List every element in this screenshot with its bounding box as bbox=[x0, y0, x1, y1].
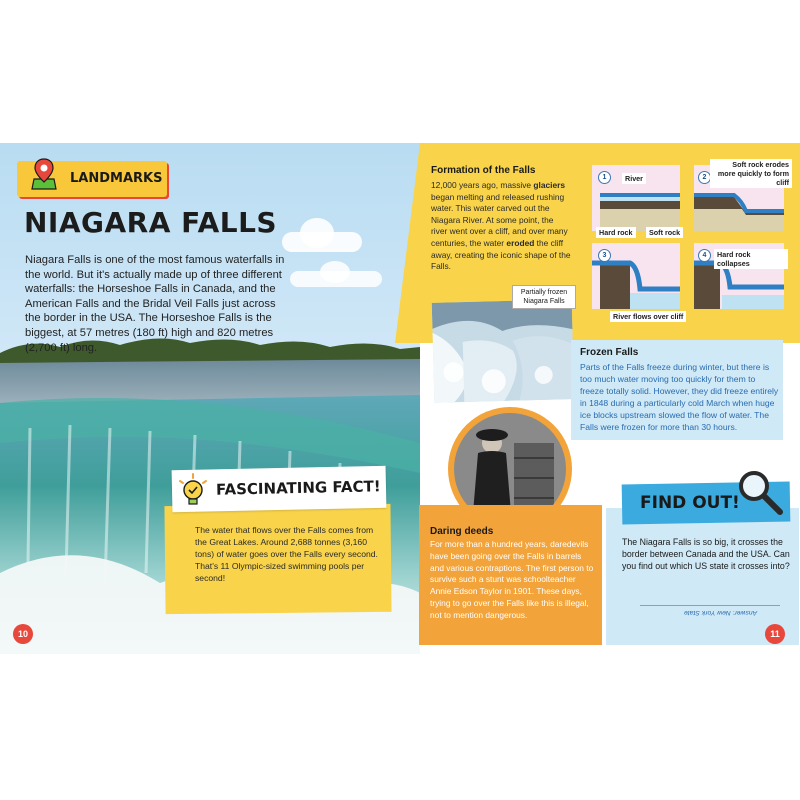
fact-heading: FASCINATING FACT! bbox=[215, 477, 381, 499]
findout-heading: FIND OUT! bbox=[640, 493, 740, 513]
formation-text-part: the cliff away, creating the iconic shape of the Falls. bbox=[431, 237, 571, 272]
frozen-text: Parts of the Falls freeze during winter, but there is too much water moving too quickly for them to freeze totally solid. However, they did freeze entirely in 1848 during a particularly cold March when huge ice blocks upstream slowed the flow of water. The Falls were frozen for more than 30 hours. bbox=[580, 362, 779, 432]
formation-text-part: 12,000 years ago, massive bbox=[431, 180, 534, 190]
findout-answer: Answer: New York State bbox=[684, 609, 758, 616]
page-number-right bbox=[765, 624, 785, 644]
fact-text: The water that flows over the Falls comes from the Great Lakes. Around 2,688 tonnes (3,160 tons) of water goes over the Falls every second. That's 11 Olympic-sized swimming pools per second! bbox=[195, 525, 378, 583]
label-hard-rock: Hard rock bbox=[596, 227, 636, 238]
frozen-falls-photo bbox=[432, 299, 575, 403]
diagram-number-badge: 2 bbox=[698, 171, 711, 184]
erosion-diagram bbox=[590, 160, 789, 321]
label-river: River bbox=[622, 173, 646, 184]
diagram-number-badge: 4 bbox=[698, 249, 711, 262]
label-soft-rock: Soft rock bbox=[646, 227, 683, 238]
page-number-left-label: 10 bbox=[17, 629, 28, 639]
page-number-right-label: 11 bbox=[770, 629, 780, 639]
label-hard-collapses: Hard rock collapses bbox=[714, 249, 788, 269]
formation-text-part: began melting and released rushing water. This water carved out the Niagara River. At some point, the river went over a cliff, and over many centuries, the water bbox=[431, 191, 568, 248]
lightbulb-icon bbox=[176, 473, 210, 507]
label-river-flows: River flows over cliff bbox=[610, 311, 686, 322]
section-tag-label: LANDMARKS bbox=[70, 171, 163, 186]
cloud bbox=[290, 261, 382, 287]
glaciers-term: glaciers bbox=[533, 180, 566, 190]
frozen-heading: Frozen Falls bbox=[580, 347, 639, 358]
eroded-term: eroded bbox=[506, 237, 535, 248]
intro-paragraph: Niagara Falls is one of the most famous waterfalls in the world. But it's actually made up of three different waterfalls: the Horseshoe Falls in Canada, and the American Falls and the Bridal Veil Falls just across the border in the USA. The Horseshoe Falls is the biggest, at 57 metres (180 ft) high and 820 metres (2,700 ft) long. bbox=[25, 254, 285, 354]
findout-text: The Niagara Falls is so big, it crosses the border between Canada and the USA. Can you find out which US state it crosses into? bbox=[622, 537, 790, 572]
daring-text: For more than a hundred years, daredevils have been going over the Falls in barrels and various contraptions. The first person to survive such a stunt was schoolteacher Annie Edson Taylor in 1901. These days, trying to go over the Falls like this is illegal, not to mention dangerous. bbox=[430, 539, 594, 620]
cloud bbox=[282, 218, 362, 252]
page-number-left bbox=[13, 624, 33, 644]
diagram-number-badge: 3 bbox=[598, 249, 611, 262]
magnifying-glass-icon bbox=[734, 466, 786, 518]
book-spread bbox=[0, 143, 800, 654]
formation-heading: Formation of the Falls bbox=[431, 165, 536, 176]
formation-text bbox=[431, 180, 571, 273]
diagram-number-badge: 1 bbox=[598, 171, 611, 184]
daring-heading: Daring deeds bbox=[430, 526, 494, 537]
label-soft-erodes: Soft rock erodes more quickly to form cliff bbox=[710, 159, 792, 188]
map-pin-icon bbox=[30, 157, 58, 191]
page-title: NIAGARA FALLS bbox=[24, 206, 278, 239]
answer-divider bbox=[640, 605, 780, 606]
frozen-caption: Partially frozen Niagara Falls bbox=[512, 285, 576, 309]
